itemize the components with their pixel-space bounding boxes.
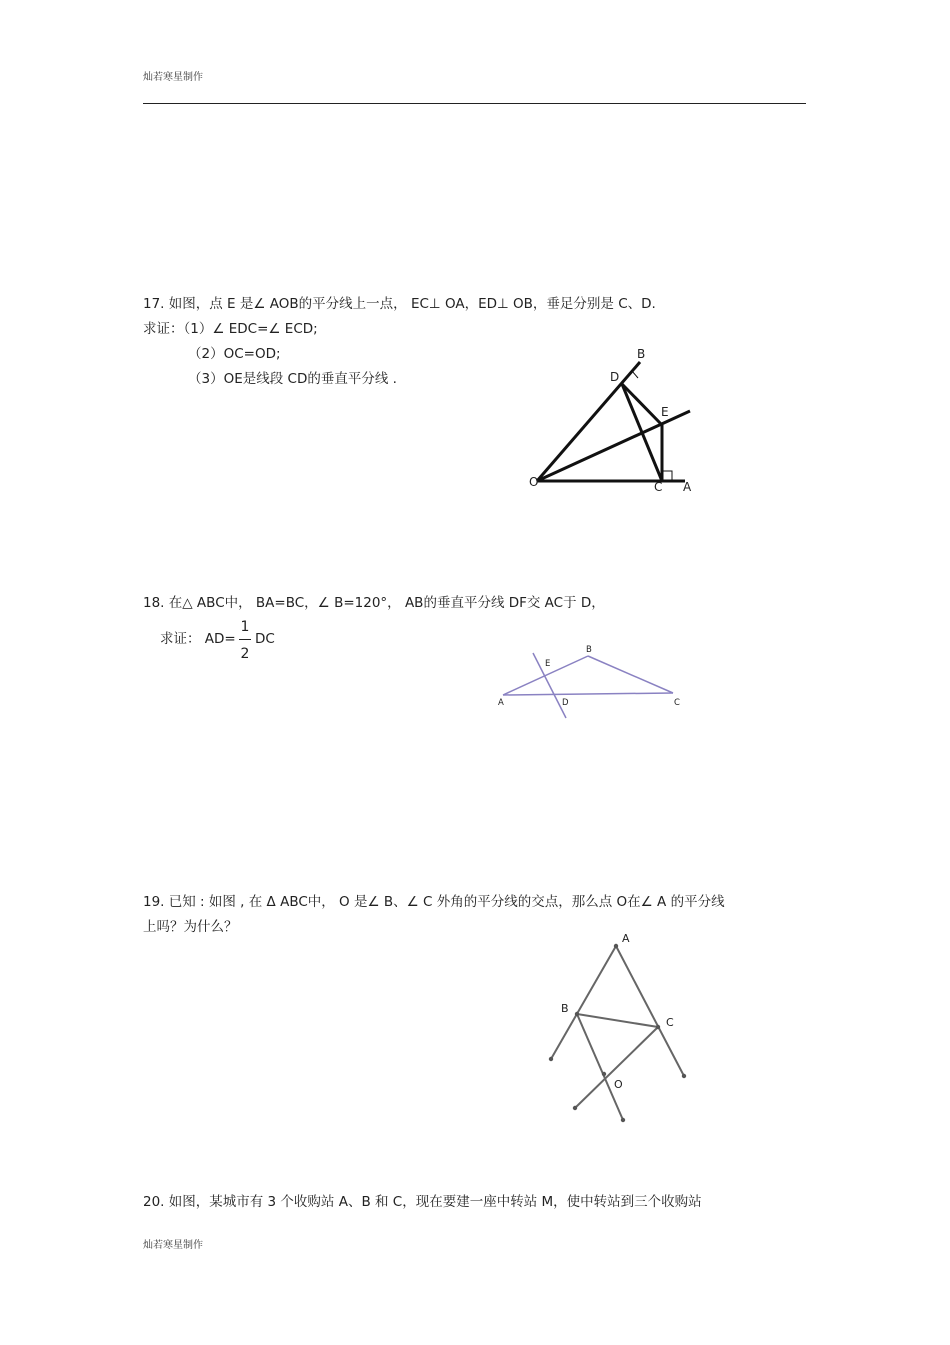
label-b: B bbox=[561, 1002, 569, 1015]
label-a: A bbox=[622, 932, 630, 945]
ray-ac bbox=[616, 946, 684, 1076]
label-b: B bbox=[586, 645, 592, 655]
q18-prove: 求证： AD= bbox=[160, 631, 236, 647]
label-c: C bbox=[654, 480, 663, 494]
label-e: E bbox=[545, 659, 551, 669]
label-o: O bbox=[529, 475, 539, 489]
label-d: D bbox=[562, 698, 569, 708]
q18-statement: 18. 在△ ABC中， BA=BC，∠ B=120°， AB的垂直平分线 DF交 AC于 D， bbox=[143, 595, 605, 611]
page-footer: 灿若寒星制作 bbox=[143, 1240, 203, 1251]
q18-prove-tail: DC bbox=[255, 631, 275, 647]
seg-bc bbox=[577, 1014, 658, 1027]
q17-statement: 17. 如图，点 E 是∠ AOB的平分线上一点， EC⊥ OA，ED⊥ OB，垂足分别是 C、D. bbox=[143, 296, 656, 312]
label-o: O bbox=[614, 1078, 623, 1091]
q18-fraction-numerator: 1 bbox=[240, 619, 250, 635]
page-header: 灿若寒星制作 bbox=[143, 72, 203, 83]
q19-statement-cont: 上吗？为什么？ bbox=[143, 919, 238, 935]
label-c: C bbox=[666, 1016, 674, 1029]
label-b: B bbox=[637, 347, 646, 361]
label-c: C bbox=[674, 698, 680, 708]
label-a: A bbox=[498, 698, 504, 708]
q18-fraction-denominator: 2 bbox=[240, 646, 250, 662]
q17-prove-3: （3）OE是线段 CD的垂直平分线 . bbox=[188, 371, 397, 387]
q19-statement: 19. 已知 : 如图 , 在 Δ ABC中， O 是∠ B、∠ C 外角的平分线的交点，那么点 O在∠ A 的平分线 bbox=[143, 894, 725, 910]
q17-prove-2: （2）OC=OD; bbox=[188, 346, 281, 362]
label-e: E bbox=[661, 405, 669, 419]
label-a: A bbox=[683, 480, 692, 494]
q20-statement: 20. 如图，某城市有 3 个收购站 A、B 和 C，现在要建一座中转站 M，使中转站到三个收购站 bbox=[143, 1194, 702, 1210]
q17-prove-1: 求证：（1）∠ EDC=∠ ECD; bbox=[143, 321, 318, 337]
label-d: D bbox=[610, 370, 620, 384]
